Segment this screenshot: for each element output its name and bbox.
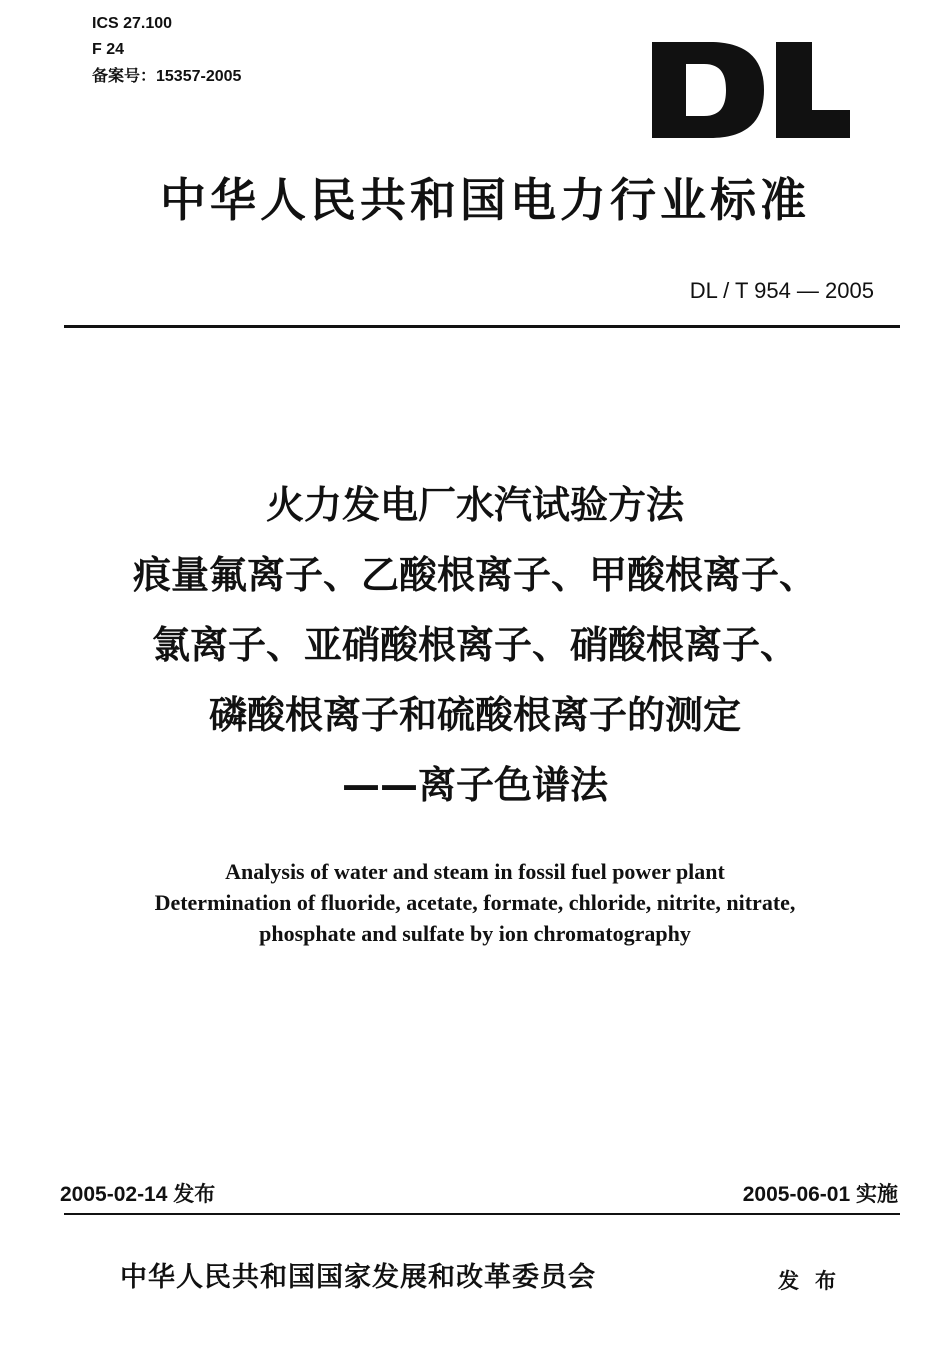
top-divider: [64, 325, 900, 328]
filing-number: 备案号：15357-2005: [92, 68, 242, 85]
english-title-line: phosphate and sulfate by ion chromatography: [259, 921, 691, 946]
chinese-title-line: 火力发电厂水汽试验方法: [265, 483, 684, 527]
chinese-title: [0, 470, 950, 820]
english-title-line: Analysis of water and steam in fossil fuel power plant: [225, 859, 725, 884]
issue-date: 2005-02-14 发布: [60, 1183, 216, 1206]
english-title: [0, 856, 950, 949]
chinese-title-line: 氯离子、亚硝酸根离子、硝酸根离子、: [151, 623, 798, 667]
industry-standard-title: 中华人民共和国电力行业标准: [160, 173, 810, 227]
chinese-title-line: 磷酸根离子和硫酸根离子的测定: [208, 693, 741, 737]
english-title-line: Determination of fluoride, acetate, formate, chloride, nitrite, nitrate,: [154, 890, 796, 915]
implementation-date: 2005-06-01 实施: [742, 1183, 898, 1206]
chinese-title-line: 痕量氟离子、乙酸根离子、甲酸根离子、: [132, 553, 817, 597]
standard-number: DL / T 954 — 2005: [689, 278, 874, 303]
classification-code: F 24: [92, 41, 125, 58]
dl-logo: [648, 38, 854, 142]
ics-code: ICS 27.100: [92, 15, 173, 32]
bottom-divider: [64, 1213, 900, 1215]
chinese-title-line: ——离子色谱法: [341, 763, 608, 807]
issuing-authority: 中华人民共和国国家发展和改革委员会: [120, 1262, 596, 1293]
issue-label: 发布: [778, 1269, 852, 1293]
